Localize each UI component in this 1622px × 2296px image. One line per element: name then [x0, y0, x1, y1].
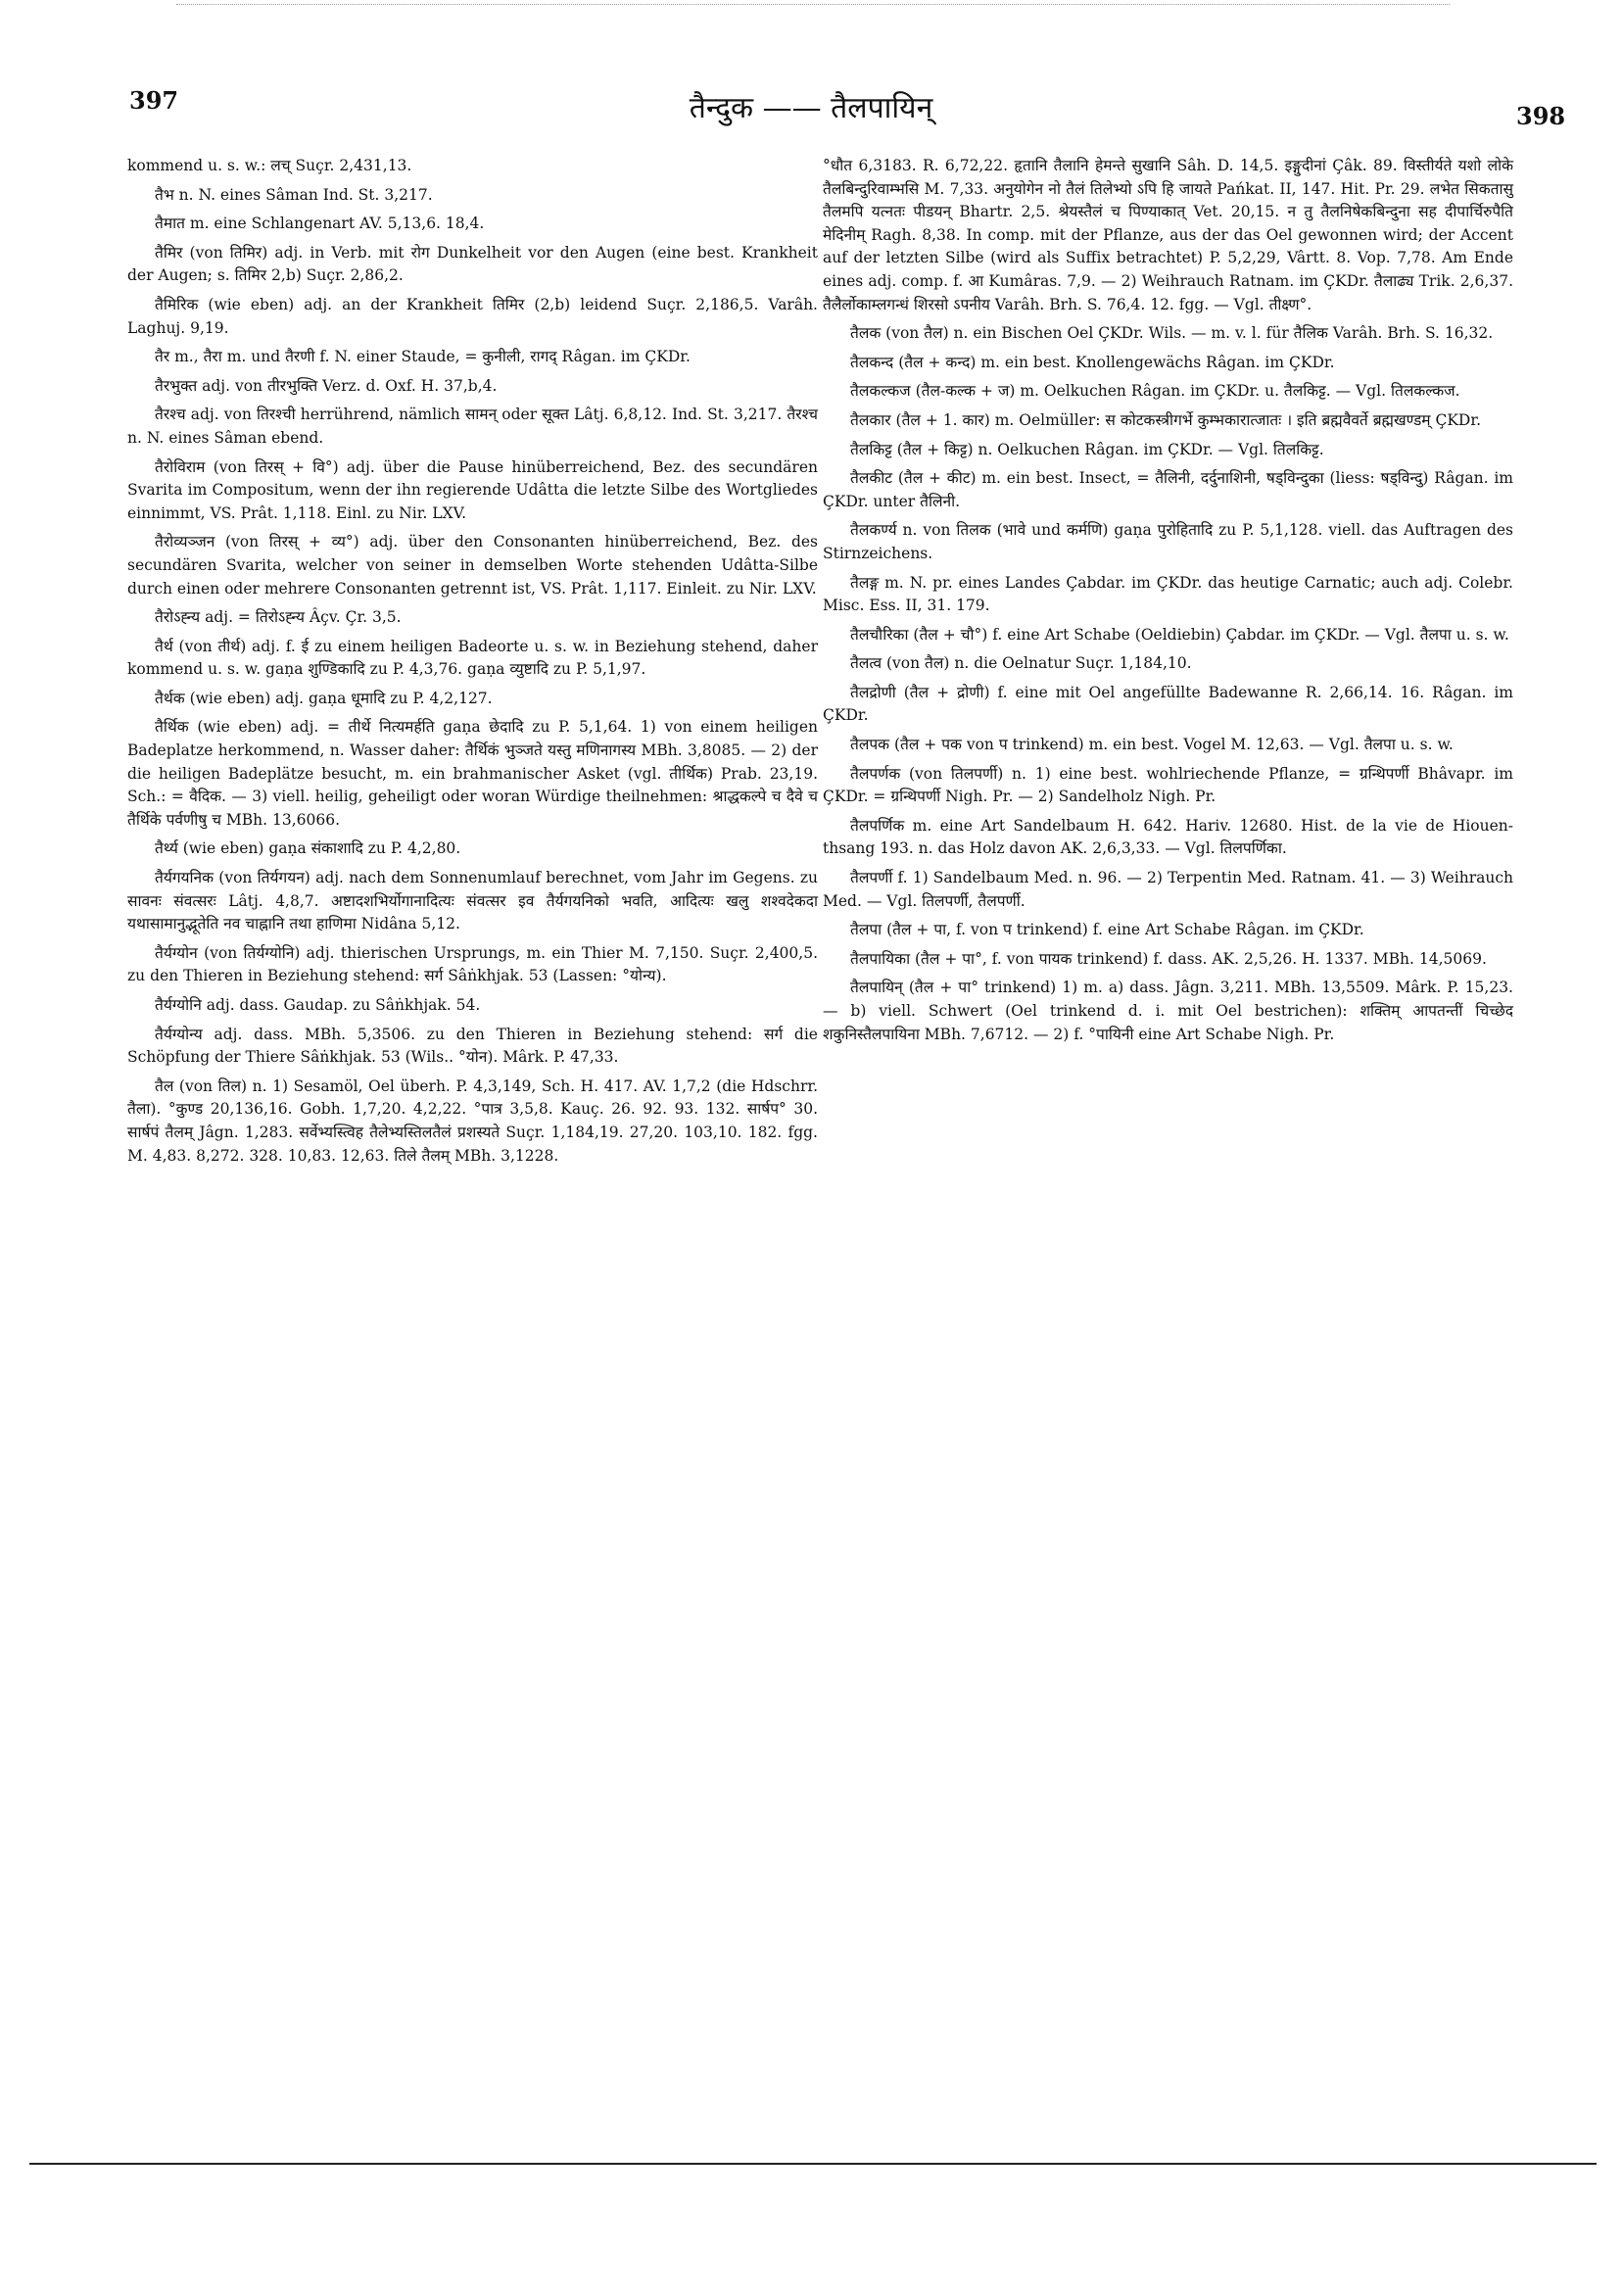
dictionary-entry: तैलपायिन् (तैल + पा° trinkend) 1) m. a) dass. Jâgn. 3,211. MBh. 13,5509. Mârk. P. 15,23. — b) viell. Schwert (Oel trinkend d. i. mit Oel bestrichen): शक्तिम् आपतन्तीं चिच्छेद शकुनिस्तैलपायिना MBh. 7,6712. — 2) f. °पायिनी eine Art Schabe Nigh. Pr. — [823, 979, 1513, 1043]
dictionary-entry: तैलकार (तैल + 1. कार) m. Oelmüller: स कोटकस्त्रीगर्भे कुम्भकारात्जातः । इति ब्रह्मवैवर्ते ब्रह्मखण्डम् ÇKDr. — [850, 410, 1481, 429]
dictionary-entry: तैलपर्णिक m. eine Art Sandelbaum H. 642. Hariv. 12680. Hist. de la vie de Hiouen-thsang 193. n. das Holz davon AK. 2,6,3,33. — Vgl. तिलपर्णिका. — [823, 816, 1513, 858]
dictionary-entry: तैर्यग्योन (von तिर्यग्योनि) adj. thierischen Ursprungs, m. ein Thier M. 7,150. Suçr. 2,400,5. zu den Thieren in Beziehung stehend: सर्ग Sâṅkhjak. 53 (Lassen: °योन्य). — [127, 943, 818, 985]
page-number-left: 397 — [129, 86, 179, 115]
dictionary-entry: तैरश्च adj. von तिरश्ची herrührend, nämlich सामन् oder सूक्त Lâtj. 6,8,12. Ind. St. 3,217. तैरश्च n. N. eines Sâman ebend. — [127, 406, 818, 447]
dictionary-entry: तैलक (von तैल) n. ein Bischen Oel ÇKDr. Wils. — m. v. l. für तैलिक Varâh. Brh. S. 16,32. — [850, 324, 1494, 343]
dictionary-entry: तैरोव्यञ्जन (von तिरस् + व्य°) adj. über den Consonanten hinüberreichend, Bez. des secundären Svarita, welcher von seiner in demselben Worte stehenden Udâtta-Silbe durch einen oder mehrere Consonanten getrennt ist, VS. Prât. 1,117. Einleit. zu Nir. LXV. — [127, 533, 818, 598]
dictionary-entry: तैभ n. N. eines Sâman Ind. St. 3,217. — [155, 185, 433, 204]
dictionary-entry: तैलपायिका (तैल + पा°, f. von पायक trinkend) f. dass. AK. 2,5,26. H. 1337. MBh. 14,5069. — [850, 949, 1487, 968]
page-title: तैन्दुक —— तैलपायिन् — [689, 91, 933, 125]
bottom-rule — [29, 2163, 1597, 2165]
dictionary-entry: तैलचौरिका (तैल + चौ°) f. eine Art Schabe (Oeldiebin) Çabdar. im ÇKDr. — Vgl. तैलपा u. s. w. — [850, 625, 1509, 644]
dictionary-entry: तैर्यग्योन्य adj. dass. MBh. 5,3506. zu den Thieren in Beziehung stehend: सर्ग die Schöpfung der Thiere Sâṅkhjak. 53 (Wils.. °योन). Mârk. P. 47,33. — [127, 1025, 818, 1067]
dictionary-entry: तैरोविराम (von तिरस् + वि°) adj. über die Pause hinüberreichend, Bez. des secundären Svarita im Compositum, wenn der ihn regierende Udâtta die letzte Silbe des Wortgliedes einnimmt, VS. Prât. 1,118. Einl. zu Nir. LXV. — [127, 457, 818, 522]
dictionary-entry: तैलपर्णक (von तिलपर्णी) n. 1) eine best. wohlriechende Pflanze, = ग्रन्थिपर्णी Bhâvapr. im ÇKDr. = ग्रन्थिपर्णी Nigh. Pr. — 2) Sandelholz Nigh. Pr. — [823, 764, 1513, 806]
right-column — [823, 155, 1513, 1052]
dictionary-entry: तैलद्रोणी (तैल + द्रोणी) f. eine mit Oel angefüllte Badewanne R. 2,66,14. 16. Râgan. im ÇKDr. — [823, 683, 1513, 725]
page-number-right: 398 — [1516, 102, 1566, 130]
dictionary-entry: तैलकल्कज (तैल-कल्क + ज) m. Oelkuchen Râgan. im ÇKDr. u. तैलकिट्ट. — Vgl. तिलकल्कज. — [850, 382, 1460, 401]
dictionary-entry: तैमात m. eine Schlangenart AV. 5,13,6. 18,4. — [155, 215, 485, 233]
dictionary-entry: तैलत्व (von तैल) n. die Oelnatur Suçr. 1,184,10. — [850, 654, 1192, 673]
dictionary-entry: तैलङ्ग m. N. pr. eines Landes Çabdar. im ÇKDr. das heutige Carnatic; auch adj. Colebr. Misc. Ess. II, 31. 179. — [823, 573, 1513, 615]
dictionary-entry: तैर्थ (von तीर्थ) adj. f. ई zu einem heiligen Badeorte u. s. w. in Beziehung stehend, daher kommend u. s. w. gaṇa शुण्डिकादि zu P. 4,3,76. gaṇa व्युष्टादि zu P. 5,1,97. — [127, 637, 818, 679]
dictionary-entry: °धौत 6,3183. R. 6,72,22. हृतानि तैलानि हेमन्ते सुखानि Sâh. D. 14,5. इङ्गुदीनां Çâk. 89. विस्तीर्यते यशो लोके तैलबिन्दुरिवाम्भसि M. 7,33. अनुयोगेन नो तैलं तिलेभ्यो ऽपि हि जायते Pańkat. II, 147. Hit. Pr. 29. लभेत सिकतासु तैलमपि यत्नतः पीडयन् Bhartr. 2,5. श्रेयस्तैलं च पिण्याकात् Vet. 20,15. न तु तैलनिषेकबिन्दुना सह दीपार्चिरुपैति मेदिनीम् Ragh. 8,38. In comp. mit der Pflanze, aus der das Oel gewonnen wird; der Accent auf der letzten Silbe (wird als Suffix betrachtet) P. 5,2,29, Vârtt. 8. Vop. 7,78. Am Ende eines adj. comp. f. आ Kumâras. 7,9. — 2) Weihrauch Ratnam. im ÇKDr. तैलाढ्य Trik. 2,6,37. तैलैर्लोकाम्लगन्धं शिरसो ऽपनीय Varâh. Brh. S. 76,4. 12. fgg. — Vgl. तीक्ष्ण°. — [823, 157, 1513, 313]
dictionary-entry: तैलकिट्ट (तैल + किट्ट) n. Oelkuchen Râgan. im ÇKDr. — Vgl. तिलकिट्ट. — [850, 440, 1324, 458]
dictionary-entry: तैर्यग्योनि adj. dass. Gaudap. zu Sâṅkhjak. 54. — [155, 996, 481, 1014]
dictionary-entry: तैर्थ्य (wie eben) gaṇa संकाशादि zu P. 4,2,80. — [155, 839, 461, 858]
dictionary-entry: तैलकन्द (तैल + कन्द) m. ein best. Knollengewächs Râgan. im ÇKDr. — [850, 353, 1335, 371]
dictionary-entry: तैलकर्ण्य n. von तिलक (भावे und कर्मणि) gaṇa पुरोहितादि zu P. 5,1,128. viell. das Auftragen des Stirnzeichens. — [823, 521, 1513, 562]
dictionary-entry: तैलपर्णी f. 1) Sandelbaum Med. n. 96. — 2) Terpentin Med. Ratnam. 41. — 3) Weihrauch Med. — Vgl. तिलपर्णी, तैलपर्णी. — [823, 869, 1513, 910]
dictionary-entry: तैरोऽह्न्य adj. = तिरोऽह्न्य Âçv. Çr. 3,5. — [155, 608, 402, 627]
dictionary-entry: तैर m., तैरा m. und तैरणी f. N. einer Staude, = कुनीली, रागद् Râgan. im ÇKDr. — [155, 348, 691, 366]
dictionary-entry: तैमिर (von तिमिर) adj. in Verb. mit रोग Dunkelheit vor den Augen (eine best. Krankheit der Augen; s. तिमिर 2,b) Suçr. 2,86,2. — [127, 243, 818, 285]
dictionary-entry: तैर्थिक (wie eben) adj. = तीर्थे नित्यमर्हति gaṇa छेदादि zu P. 5,1,64. 1) von einem heiligen Badeplatze herkommend, n. Wasser daher: तैर्थिकं भुञ्जते यस्तु मणिनागस्य MBh. 3,8085. — 2) der die heiligen Badeplätze besucht, m. ein brahmanischer Asket (vgl. तीर्थिक) Prab. 23,19. Sch.: = वैदिक. — 3) viell. heilig, geheiligt oder woran Würdige theilnehmen: श्राद्धकल्पे च दैवे च तैर्थिके पर्वणीषु च MBh. 13,6066. — [127, 718, 818, 829]
dictionary-entry: तैर्यगयनिक (von तिर्यगयन) adj. nach dem Sonnenumlauf berechnet, vom Jahr im Gegens. zu सावनः संवत्सरः Lâtj. 4,8,7. अष्टादशभिर्योगानादित्यः संवत्सर इव तैर्यगयनिको भवति, आदित्यः खलु शश्वदेकदा यथासामानुद्भूतेति नव चाह्नानि तथा हाणिमा Nidâna 5,12. — [127, 869, 818, 933]
dictionary-entry: तैर्थक (wie eben) adj. gaṇa धूमादि zu P. 4,2,127. — [155, 689, 493, 707]
top-dotted-rule — [176, 4, 1450, 5]
dictionary-entry: तैलपक (तैल + पक von प trinkend) m. ein best. Vogel M. 12,63. — Vgl. तैलपा u. s. w. — [850, 736, 1454, 754]
dictionary-entry: तैमिरिक (wie eben) adj. an der Krankheit तिमिर (2,b) leidend Suçr. 2,186,5. Varâh. Laghuj. 9,19. — [127, 295, 818, 337]
dictionary-entry: तैलपा (तैल + पा, f. von प trinkend) f. eine Art Schabe Râgan. im ÇKDr. — [850, 921, 1364, 939]
dictionary-entry: तैलकीट (तैल + कीट) m. ein best. Insect, = तैलिनी, दर्दुनाशिनी, षड्विन्दुका (liess: षड्विन्दु) Râgan. im ÇKDr. unter तैलिनी. — [823, 469, 1513, 510]
left-column — [127, 155, 818, 1173]
dictionary-entry: kommend u. s. w.: लच् Suçr. 2,431,13. — [127, 157, 412, 174]
dictionary-entry: तैरभुक्त adj. von तीरभुक्ति Verz. d. Oxf. H. 37,b,4. — [155, 376, 498, 395]
dictionary-entry: तैल (von तिल) n. 1) Sesamöl, Oel überh. P. 4,3,149, Sch. H. 417. AV. 1,7,2 (die Hdschrr. तैला). °कुण्ड 20,136,16. Gobh. 1,7,20. 4,2,22. °पात्र 3,5,8. Kauç. 26. 92. 93. 132. सार्षप° 30. सार्षपं तैलम् Jâgn. 1,283. सर्वेभ्यस्त्विह तैलेभ्यस्तिलतैलं प्रशस्यते Suçr. 1,184,19. 27,20. 103,10. 182. fgg. M. 4,83. 8,272. 328. 10,83. 12,63. तिले तैलम् MBh. 3,1228. — [127, 1076, 818, 1165]
